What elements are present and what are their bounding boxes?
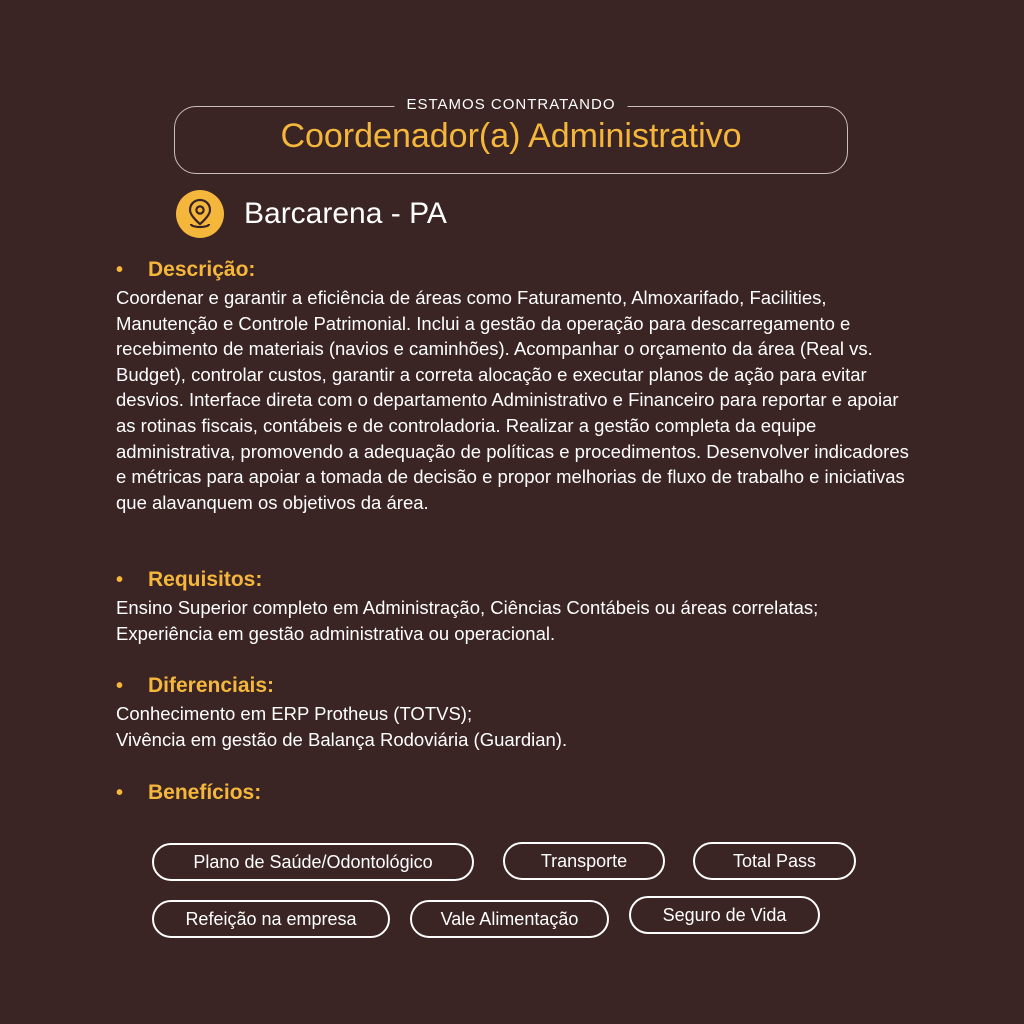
section-title: Descrição: xyxy=(148,258,256,281)
section-body xyxy=(116,285,916,515)
section-beneficios xyxy=(116,780,916,806)
location xyxy=(176,190,447,238)
benefit-pill: Vale Alimentação xyxy=(410,900,609,938)
map-pin-icon xyxy=(176,190,224,238)
section-requisitos xyxy=(116,567,916,646)
section-body xyxy=(116,595,916,646)
hiring-tag: ESTAMOS CONTRATANDO xyxy=(394,96,627,113)
header-box xyxy=(174,96,848,174)
benefit-pill: Refeição na empresa xyxy=(152,900,390,938)
section-diferenciais xyxy=(116,673,916,752)
section-heading xyxy=(116,673,916,699)
section-title: Diferenciais: xyxy=(148,674,275,697)
section-heading xyxy=(116,780,916,806)
benefit-pill: Plano de Saúde/Odontológico xyxy=(152,843,474,881)
differential-line: Conhecimento em ERP Protheus (TOTVS); xyxy=(116,703,473,724)
section-heading xyxy=(116,567,916,593)
benefit-pill: Seguro de Vida xyxy=(629,896,820,934)
section-title: Requisitos: xyxy=(148,568,263,591)
requirement-line: Ensino Superior completo em Administração, Ciências Contábeis ou áreas correlatas; xyxy=(116,597,819,618)
bullet-icon: • xyxy=(116,258,124,281)
section-body xyxy=(116,701,916,752)
benefit-pill: Transporte xyxy=(503,842,665,880)
location-text: Barcarena - PA xyxy=(244,197,447,230)
differential-line: Vivência em gestão de Balança Rodoviária (Guardian). xyxy=(116,728,568,750)
section-heading xyxy=(116,257,916,283)
benefit-pill: Total Pass xyxy=(693,842,856,880)
section-descricao xyxy=(116,257,916,515)
bullet-icon: • xyxy=(116,674,124,697)
requirement-line: Experiência em gestão administrativa ou operacional. xyxy=(116,622,556,644)
description-text: Coordenar e garantir a eficiência de áreas como Faturamento, Almoxarifado, Facilities, Manutenção e Controle Patrimonial. Inclui a gestão da operação para descarregamento e recebimento de materiais (navios e caminhões). Acompanhar o orçamento da área (Real vs. Budget), controlar custos, garantir a correta alocação e executar planos de ação para evitar desvios. Interface direta com o departamento Administrativo e Financeiro para reportar e apoiar as rotinas fiscais, contábeis e de controladoria. Realizar a gestão completa da equipe administrativa, promovendo a adequação de políticas e procedimentos. Desenvolver indicadores e métricas para apoiar a tomada de decisão e propor melhorias de fluxo de trabalho e iniciativas que alavanquem os objetivos da área. xyxy=(116,287,909,513)
job-title: Coordenador(a) Administrativo xyxy=(280,117,742,155)
section-title: Benefícios: xyxy=(148,781,262,804)
bullet-icon: • xyxy=(116,781,124,804)
bullet-icon: • xyxy=(116,568,124,591)
